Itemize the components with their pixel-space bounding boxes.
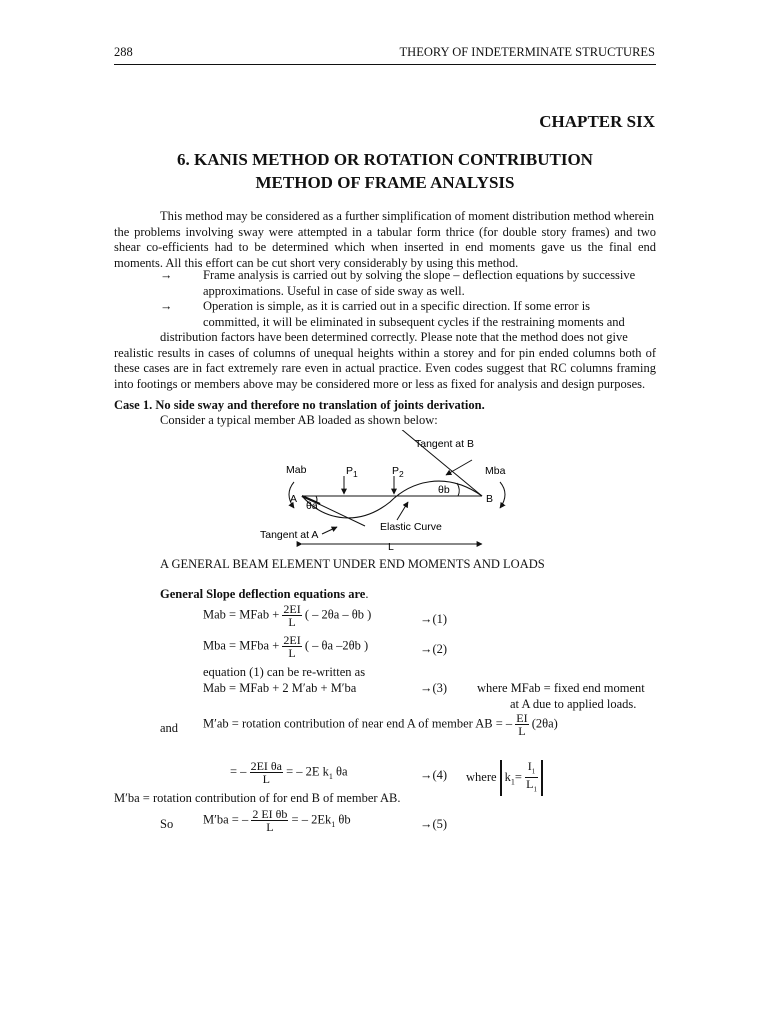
label-theta-a: θa	[306, 500, 318, 512]
eq5-lhs: M′ba = –	[203, 812, 249, 827]
header-rule	[114, 64, 656, 65]
page-number: 288	[114, 45, 133, 59]
eq-rot-den: L	[515, 724, 528, 737]
eq4-den: L	[250, 772, 283, 785]
eq4-ref: →(4)	[420, 768, 448, 782]
eq2-rhs: ( – θa –2θb )	[304, 638, 369, 653]
eq4-fraction	[250, 760, 283, 785]
theta-b-arc	[457, 483, 459, 496]
eq1-num: 2EI	[283, 602, 301, 616]
bullet-arrow-1: →	[160, 268, 173, 282]
bullet-2-line1: Operation is simple, as it is carried out in a specific direction. If some error is	[203, 299, 591, 313]
case1-subtext: Consider a typical member AB loaded as shown below:	[160, 413, 438, 427]
eq5-den: L	[251, 820, 288, 833]
eq-rot-fraction	[515, 712, 528, 737]
eq3-note2: at A due to applied loads.	[510, 697, 637, 711]
case1-heading: Case 1. No side sway and therefore no translation of joints derivation.	[114, 398, 485, 412]
k-definition-bracket	[500, 760, 543, 796]
equations-heading	[160, 587, 368, 603]
equations-heading-end: .	[365, 587, 369, 601]
tangent-b-leader	[446, 460, 472, 475]
equation-2	[203, 634, 368, 659]
continuation-first-line: distribution factors have been determined correctly. Please note that the method does not give	[160, 330, 628, 344]
label-p1-sub: 1	[353, 469, 358, 479]
chapter-title-line2: METHOD OF FRAME ANALYSIS	[255, 173, 515, 192]
equation-4	[230, 760, 348, 785]
label-theta-b: θb	[438, 484, 450, 496]
k-num-sub: 1	[531, 767, 536, 776]
equation-rotation	[203, 712, 558, 737]
elastic-curve-leader	[397, 502, 408, 520]
label-point-b: B	[486, 493, 494, 505]
label-tangent-a: Tangent at A	[260, 529, 319, 541]
k-den-sub: 1	[533, 785, 537, 794]
label-p2-sub: 2	[399, 469, 404, 479]
eq-rot-text: M′ab = rotation contribution of near end A of member AB = –	[203, 716, 513, 731]
k-num	[525, 760, 538, 777]
bullet-arrow-2: →	[160, 299, 173, 313]
bullet-1-line1: Frame analysis is carried out by solving the slope – deflection equations by successive	[203, 268, 636, 282]
eq1-ref: →(1)	[420, 612, 448, 626]
eq2-ref: →(2)	[420, 642, 448, 656]
eq5-rhs: = – 2Ek	[291, 812, 332, 827]
k-fraction	[525, 760, 538, 796]
label-elastic-curve: Elastic Curve	[380, 521, 442, 533]
eq3-note1: where MFab = fixed end moment	[477, 681, 645, 695]
label-p1-main: P	[346, 465, 354, 477]
eq2-num: 2EI	[283, 633, 301, 647]
intro-first-line: This method may be considered as a further simplification of moment distribution method wherein	[160, 209, 654, 223]
eq-rot-rhs: (2θa)	[531, 716, 558, 731]
tangent-a-leader	[322, 527, 337, 534]
eq4-k: k	[504, 769, 511, 784]
label-mba: Mba	[485, 465, 506, 477]
k-num-main: I	[527, 759, 532, 773]
moment-mba-arc	[500, 482, 505, 508]
eq5-num: 2 EI θb	[252, 807, 288, 821]
eq5-rhs-end: θb	[335, 812, 351, 827]
equation-5	[203, 808, 351, 833]
eq2-den: L	[282, 646, 301, 659]
continuation-rest: realistic results in cases of columns of unequal heights within a storey and for pin ended columns both of these cases are in fact extremely rare even in actual practice. Even codes suggest that RC columns framing into footings or members above may be considered more or less as fixed for analysis and design purposes.	[114, 345, 656, 391]
elastic-curve-line	[302, 481, 482, 518]
intro-rest: the problems involving sway were attempted in a tabular form thrice (for double story frames) and two shear co-efficients had to be determined which when inserted in end moments gave us the final end moments. All this effort can be cut short very considerably by using this method.	[114, 224, 656, 270]
label-tangent-b: Tangent at B	[415, 438, 474, 450]
eq4-eqsign: =	[514, 769, 522, 784]
eq4-k-sub: 1	[510, 777, 515, 787]
label-mab: Mab	[286, 464, 307, 476]
equations-heading-text: General Slope deflection equations are	[160, 587, 366, 601]
eq1-fraction	[282, 603, 301, 628]
eq5-ref: →(5)	[420, 817, 448, 831]
far-end-text: M′ba = rotation contribution of for end B of member AB.	[114, 791, 401, 805]
label-span: L	[388, 541, 394, 553]
bullet-2-line2: committed, it will be eliminated in subsequent cycles if the restraining moments and	[203, 314, 625, 329]
label-p2	[392, 465, 404, 479]
figure-caption: A GENERAL BEAM ELEMENT UNDER END MOMENTS AND LOADS	[160, 557, 545, 571]
and-label: and	[160, 721, 179, 735]
label-p2-main: P	[392, 465, 400, 477]
eq4-where-text: where	[466, 769, 497, 784]
eq4-rhs-end: θa	[332, 764, 348, 779]
eq2-fraction	[282, 634, 301, 659]
k-den-main: L	[526, 777, 534, 792]
eq5-fraction	[251, 808, 288, 833]
eq4-where	[466, 760, 543, 796]
eq3-ref: →(3)	[420, 681, 448, 695]
so-label: So	[160, 817, 174, 831]
eq4-num: 2EI θa	[250, 759, 282, 773]
equation-1	[203, 603, 371, 628]
label-p1	[346, 465, 358, 479]
chapter-title-line1: 6. KANIS METHOD OR ROTATION CONTRIBUTION	[177, 150, 593, 169]
bullet-1-line2: approximations. Useful in case of side sway as well.	[203, 283, 465, 298]
eq1-den: L	[282, 615, 301, 628]
beam-diagram	[250, 430, 540, 555]
label-point-a: A	[290, 493, 298, 505]
eq5-rhs-sub: 1	[331, 819, 336, 829]
equation-3: Mab = MFab + 2 M′ab + M′ba	[203, 681, 357, 695]
running-title: THEORY OF INDETERMINATE STRUCTURES	[399, 45, 655, 59]
eq-rot-num: EI	[516, 711, 528, 725]
eq1-rhs: ( – 2θa – θb )	[304, 607, 372, 622]
rewrite-text: equation (1) can be re-written as	[203, 665, 366, 679]
eq4-lhs: = –	[230, 764, 247, 779]
eq2-lhs: Mba = MFba +	[203, 638, 280, 653]
eq4-rhs: = – 2E k	[286, 764, 329, 779]
chapter-label: CHAPTER SIX	[539, 112, 655, 131]
eq4-rhs-sub: 1	[328, 771, 333, 781]
eq1-lhs: Mab = MFab +	[203, 607, 280, 622]
k-den	[525, 777, 538, 795]
